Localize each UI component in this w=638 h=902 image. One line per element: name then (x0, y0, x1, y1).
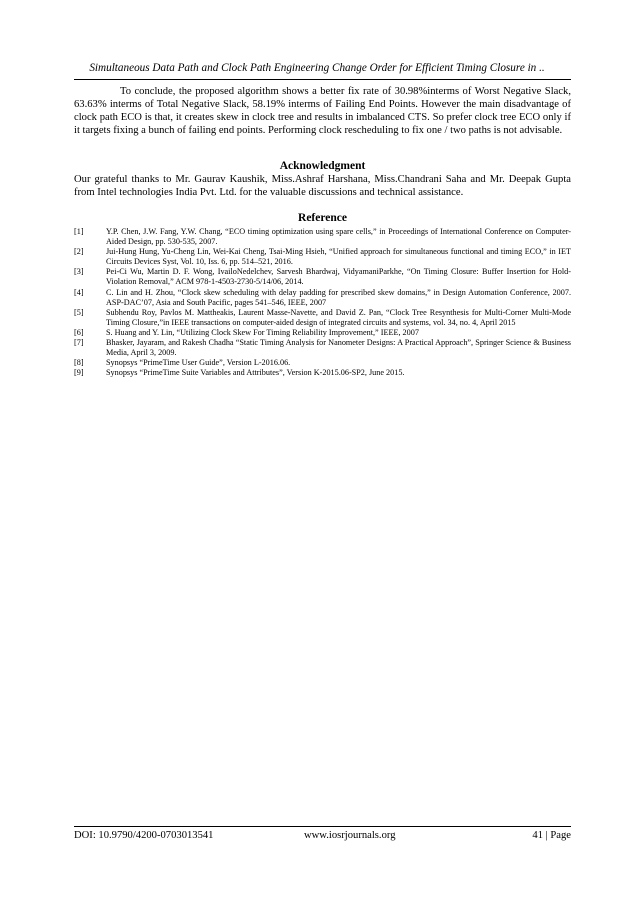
reference-text: Jui-Hung Hung, Yu-Cheng Lin, Wei-Kai Cheng, Tsai-Ming Hsieh, “Unified approach for simultaneous functional and timing ECO,” in IET Circuits Devices Syst, Vol. 10, Iss. 6, pp. 514–521, 2016. (106, 247, 571, 267)
reference-text: Bhasker, Jayaram, and Rakesh Chadha “Static Timing Analysis for Nanometer Designs: A Practical Approach”, Springer Science & Business Media, April 3, 2009. (106, 338, 571, 358)
reference-number: [1] (74, 227, 84, 236)
conclusion-paragraph: To conclude, the proposed algorithm shows a better fix rate of 30.98%interms of Worst Negative Slack, 63.63% interms of Total Negative Slack, 58.19% interms of Failing End Points. However the main disadvantage of clock path ECO is that, it creates skew in clock tree and results in imbalanced CTS. So prefer clock tree ECO only if it targets fixing a bunch of failing end points. Performing clock rescheduling to fix one / two paths is not advisable. (74, 86, 571, 136)
reference-number: [7] (74, 338, 84, 348)
reference-number: [5] (74, 307, 84, 317)
reference-number: [8] (74, 358, 84, 368)
reference-number: [6] (74, 327, 84, 337)
reference-item (74, 358, 571, 368)
reference-item (74, 247, 571, 267)
reference-text: Synopsys “PrimeTime Suite Variables and Attributes”, Version K-2015.06-SP2, June 2015. (106, 368, 405, 378)
reference-text: S. Huang and Y. Lin, “Utilizing Clock Skew For Timing Reliability Improvement,” IEEE, 2007 (106, 327, 419, 337)
acknowledgment-heading: Acknowledgment (279, 160, 366, 172)
reference-number: [9] (74, 368, 84, 378)
reference-item (74, 368, 571, 378)
reference-list (74, 227, 571, 378)
running-header: Simultaneous Data Path and Clock Path Engineering Change Order for Efficient Timing Closure in .. (89, 62, 545, 74)
footer-website: www.iosrjournals.org (304, 830, 396, 841)
reference-heading: Reference (298, 212, 347, 224)
reference-number: [4] (74, 287, 84, 297)
reference-item (74, 338, 571, 358)
reference-text: Y.P. Chen, J.W. Fang, Y.W. Chang, “ECO timing optimization using spare cells,” in Proceedings of International Conference on Computer-Aided Design, pp. 530-535, 2007. (106, 227, 571, 247)
reference-text: Pei-Ci Wu, Martin D. F. Wong, IvailoNedelchev, Sarvesh Bhardwaj, VidyamaniParkhe, “On Timing Closure: Buffer Insertion for Hold-Violation Removal,” ACM 978-1-4503-2730-5/14/06, 2014. (106, 267, 571, 287)
reference-text: Subhendu Roy, Pavlos M. Mattheakis, Laurent Masse-Navette, and David Z. Pan, “Clock Tree Resynthesis for Multi-Corner Multi-Mode Timing Closure,”in IEEE transactions on computer-aided design of integrated circuits and systems, vol. 34, no. 4, April 2015 (106, 307, 571, 327)
reference-text: Synopsys “PrimeTime User Guide”, Version L-2016.06. (106, 358, 291, 368)
footer-rule (74, 826, 571, 827)
reference-item (74, 328, 571, 338)
reference-item (74, 288, 571, 308)
footer-doi: DOI: 10.9790/4200-0703013541 (74, 830, 214, 841)
reference-text: C. Lin and H. Zhou, “Clock skew scheduling with delay padding for prescribed skew domains,” in Design Automation Conference, 2007. ASP-DAC’07, Asia and South Pacific, pages 541–546, IEEE, 2007 (106, 287, 571, 307)
header-rule (74, 79, 571, 80)
reference-item (74, 227, 571, 247)
reference-number: [3] (74, 267, 84, 277)
reference-number: [2] (74, 247, 84, 257)
acknowledgment-paragraph: Our grateful thanks to Mr. Gaurav Kaushik, Miss.Ashraf Harshana, Miss.Chandrani Saha and Mr. Deepak Gupta from Intel technologies India Pvt. Ltd. for the valuable discussions and technical assistance. (74, 174, 571, 198)
reference-item (74, 308, 571, 328)
reference-item (74, 267, 571, 287)
footer-page-number: 41 | Page (532, 830, 571, 841)
